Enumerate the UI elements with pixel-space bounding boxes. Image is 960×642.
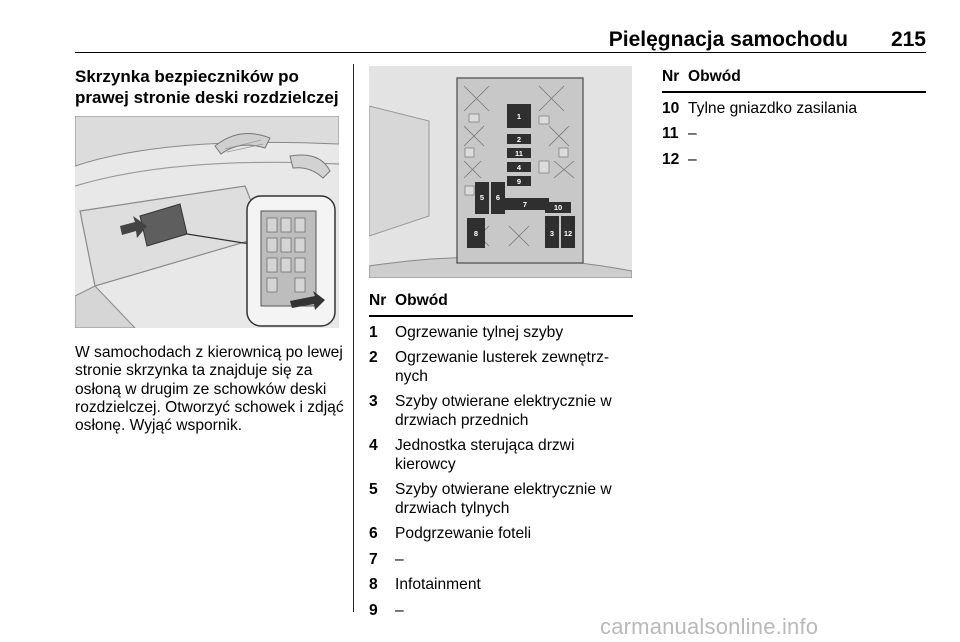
col-header-nr: Nr [662, 68, 680, 85]
table-row [369, 602, 633, 621]
table-row [369, 576, 633, 595]
table-row [369, 551, 633, 570]
fuse-label-10: 10 [553, 203, 563, 212]
fuse-table-main [369, 292, 633, 620]
table-row [369, 393, 633, 430]
fuse-label-9: 9 [516, 177, 522, 186]
row-circuit: Ogrzewanie tylnej szyby [395, 323, 564, 341]
row-number: 11 [662, 125, 679, 142]
fuse-label-3: 3 [549, 229, 555, 238]
row-circuit: – [688, 125, 697, 142]
fuse-label-1: 1 [516, 112, 522, 121]
row-number: 10 [662, 99, 680, 117]
fuse-table-continued [662, 68, 926, 169]
row-number: 1 [369, 323, 378, 341]
fuse-label-11: 11 [515, 149, 523, 158]
row-circuit: Szyby otwierane elektrycznie w drzwiach przednich [395, 393, 612, 429]
table-body [369, 324, 633, 621]
table-body [662, 100, 926, 170]
row-circuit: – [395, 601, 404, 619]
section-heading-line-2: prawej stronie deski rozdzielczej [75, 88, 339, 107]
row-number: 4 [369, 437, 378, 454]
col-header-circuit: Obwód [688, 68, 741, 85]
row-number: 2 [369, 349, 378, 366]
table-row [662, 125, 926, 144]
row-number: 8 [369, 576, 378, 593]
fuse-label-8: 8 [473, 229, 479, 238]
section-heading-line-1: Skrzynka bezpieczników po [75, 67, 299, 86]
table-row [369, 481, 633, 518]
dashboard-drawing [75, 116, 339, 328]
row-circuit: Podgrzewanie foteli [395, 525, 532, 542]
column-divider [353, 64, 354, 612]
table-header [369, 292, 633, 317]
instructions-paragraph: W samochodach z kierownicą po lewej stronie skrzynka ta znajduje się za osłoną w drugim ze schowków deski rozdzielczej. Otworzyć schowek i zdjąć osłonę. Wyjąć wspornik. [75, 344, 344, 435]
row-circuit: Infotainment [395, 576, 481, 593]
row-circuit: – [688, 150, 697, 168]
table-row [369, 437, 633, 474]
row-number: 5 [369, 481, 378, 498]
row-number: 9 [369, 601, 378, 619]
fuse-box-diagram [369, 66, 632, 278]
row-number: 3 [369, 393, 378, 410]
col-header-nr: Nr [369, 292, 387, 309]
section-heading [75, 66, 350, 108]
table-row [369, 525, 633, 544]
fuse-label-6: 6 [495, 193, 501, 202]
page-header-title: Pielęgnacja samochodu [608, 28, 848, 51]
col-header-circuit: Obwód [395, 292, 448, 309]
row-number: 12 [662, 150, 680, 168]
row-circuit: Jednostka sterująca drzwi kierowcy [395, 437, 575, 473]
table-row [662, 151, 926, 170]
header-rule [75, 52, 926, 53]
dashboard-illustration [75, 116, 339, 328]
watermark: carmanualsonline.info [600, 614, 819, 639]
row-circuit: Ogrzewanie lusterek zewnętrz-nych [395, 349, 610, 385]
row-number: 7 [369, 550, 378, 568]
row-number: 6 [369, 525, 378, 542]
fuse-label-12: 12 [563, 229, 573, 238]
fuse-label-5: 5 [479, 193, 485, 202]
table-row [369, 349, 633, 386]
table-row [662, 100, 926, 119]
table-row [369, 324, 633, 343]
page-number: 215 [890, 28, 926, 51]
fuse-label-7: 7 [522, 200, 528, 209]
row-circuit: Tylne gniazdko zasilania [688, 99, 858, 117]
fuse-label-4: 4 [516, 163, 522, 172]
row-circuit: – [395, 550, 404, 568]
fuse-label-2: 2 [516, 135, 522, 144]
fuse-box-drawing [369, 66, 632, 278]
row-circuit: Szyby otwierane elektrycznie w drzwiach tylnych [395, 481, 612, 517]
table-header [662, 68, 926, 93]
